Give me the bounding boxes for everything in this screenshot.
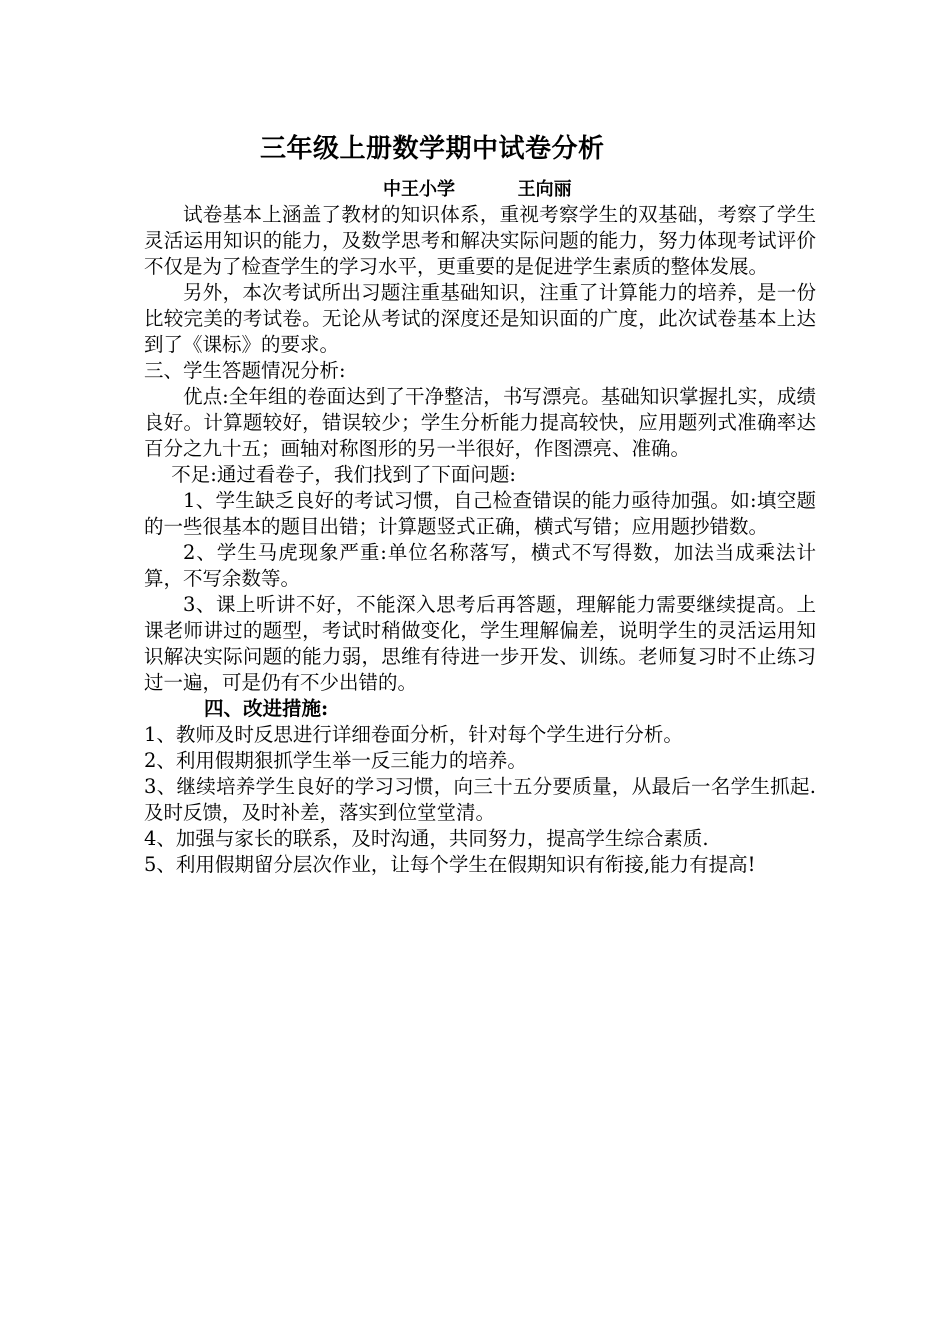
weakness-item-2: 2、学生马虎现象严重:单位名称落写，横式不写得数，加法当成乘法计算，不写余数等。 [144, 541, 816, 590]
paragraph-overview: 试卷基本上涵盖了教材的知识体系，重视考察学生的双基础，考察了学生灵活运用知识的能力，及数学思考和解决实际问题的能力，努力体现考试评价不仅是为了检查学生的学习水平，更重要的是促进学生素质的整体发展。 [144, 203, 816, 278]
measure-item-1: 1、教师及时反思进行详细卷面分析，针对每个学生进行分析。 [144, 723, 683, 746]
weakness-item-3: 3、课上听讲不好，不能深入思考后再答题，理解能力需要继续提高。上课老师讲过的题型，考试时稍做变化，学生理解偏差，说明学生的灵活运用知识解决实际问题的能力弱，思维有待进一步开发、训练。老师复习时不止练习过一遍，可是仍有不少出错的。 [144, 593, 816, 694]
section-heading-measures: 四、改进措施: [204, 697, 329, 720]
measure-item-3: 3、继续培养学生良好的学习习惯，向三十五分要质量，从最后一名学生抓起.及时反馈，及时补差，落实到位堂堂清。 [144, 775, 816, 824]
document-title: 三年级上册数学期中试卷分析 [260, 134, 605, 164]
paragraph-strengths: 优点:全年组的卷面达到了干净整洁，书写漂亮。基础知识掌握扎实，成绩良好。计算题较好，错误较少；学生分析能力提高较快，应用题列式准确率达百分之九十五；画轴对称图形的另一半很好，作图漂亮、准确。 [144, 385, 816, 460]
measure-item-2: 2、利用假期狠抓学生举一反三能力的培养。 [144, 749, 527, 772]
paragraph-weaknesses-intro: 不足:通过看卷子，我们找到了下面问题: [171, 463, 516, 486]
section-heading-analysis: 三、学生答题情况分析: [144, 359, 346, 382]
author-byline: 中王小学 王向丽 [383, 179, 572, 200]
weakness-item-1: 1、学生缺乏良好的考试习惯，自己检查错误的能力亟待加强。如:填空题的一些很基本的题目出错；计算题竖式正确，横式写错；应用题抄错数。 [144, 489, 816, 538]
measure-item-5: 5、利用假期留分层次作业，让每个学生在假期知识有衔接,能力有提高! [144, 853, 756, 876]
document-page [144, 130, 816, 878]
paragraph-evaluation: 另外，本次考试所出习题注重基础知识，注重了计算能力的培养，是一份比较完美的考试卷。无论从考试的深度还是知识面的广度，此次试卷基本上达到了《课标》的要求。 [144, 281, 816, 356]
measure-item-4: 4、加强与家长的联系，及时沟通，共同努力，提高学生综合素质. [144, 827, 709, 850]
